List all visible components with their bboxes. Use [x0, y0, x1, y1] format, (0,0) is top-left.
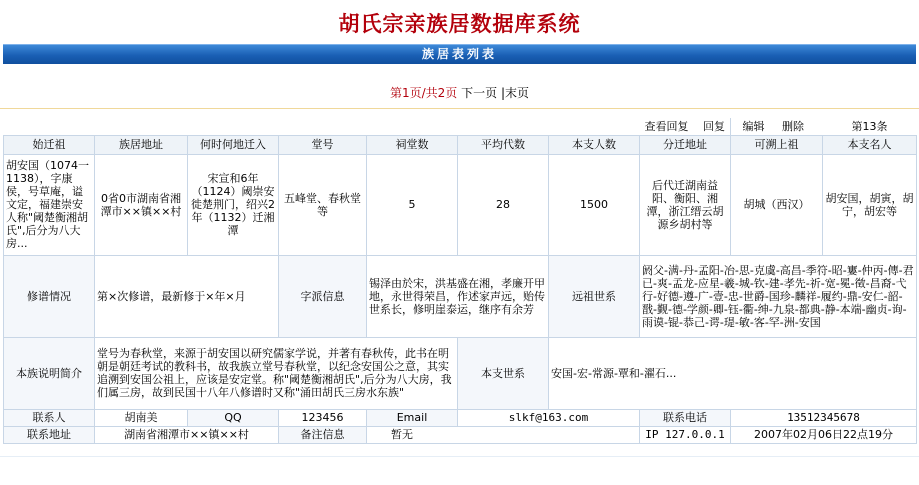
page-title: 胡氏宗亲族居数据库系统 [338, 11, 581, 36]
cell-genealogy: 第×次修谱，最新修于×年×月 [95, 255, 279, 337]
cell-shrines: 5 [367, 154, 458, 255]
label-branch: 本支世系 [458, 337, 549, 409]
header-address: 族居地址 [95, 135, 188, 154]
footer-divider [0, 456, 919, 457]
record-number: 第13条 [851, 120, 888, 133]
pagination [0, 84, 919, 101]
header-hall: 堂号 [279, 135, 367, 154]
pager-separator: | [500, 86, 506, 100]
header-population: 本支人数 [549, 135, 640, 154]
label-lineage: 远祖世系 [549, 255, 640, 337]
label-phone: 联系电话 [640, 409, 731, 426]
label-genealogy: 修谱情况 [4, 255, 95, 337]
section-header-bar: 族居表列表 [3, 44, 916, 64]
cell-migration: 后代迁湖南益阳、衡阳、湘潭，浙江缙云胡源乡胡村等 [640, 154, 731, 255]
cell-ip: IP 127.0.0.1 [640, 426, 731, 443]
pager-last-link[interactable]: 末页 [505, 86, 530, 100]
cell-history: 堂号为春秋堂，来源于胡安国以研究儒家学说，并著有春秋传，此书在明朝是朝廷考试的教科书，故我族立堂号春秋堂，以纪念安国公之意，其实追溯到安国公祖上，应该是安定堂。称"阈楚衡湘胡氏",后分为八大房，我们属三房，故到民国十八年八修谱时又称"涌田胡氏三房水东族" [95, 337, 458, 409]
header-migration: 分迁地址 [640, 135, 731, 154]
cell-branch: 安国-宏-常源-覃和-濯石... [549, 337, 917, 409]
cell-phone: 13512345678 [731, 409, 917, 426]
header-celebrities: 本支名人 [823, 135, 917, 154]
cell-address: 0省0市湖南省湘潭市××镇××村 [95, 154, 188, 255]
label-contact-address: 联系地址 [4, 426, 95, 443]
cell-hall: 五峰堂、春秋堂等 [279, 154, 367, 255]
cell-contact-address: 湖南省湘潭市××镇××村 [95, 426, 279, 443]
cell-founder: 胡安国（1074一1138），字康侯，号草庵，谥文定，福建崇安人称"阈楚衡湘胡氏",后分为八大房... [4, 154, 95, 255]
cell-celebrities: 胡安国，胡寅，胡宁，胡宏等 [823, 154, 917, 255]
label-qq: QQ [188, 409, 279, 426]
delete-link[interactable]: 删除 [782, 120, 804, 133]
pager-next-link[interactable]: 下一页 [461, 86, 498, 100]
header-founder: 始迁祖 [4, 135, 95, 154]
label-remark: 备注信息 [279, 426, 367, 443]
label-contact: 联系人 [4, 409, 95, 426]
cell-email: slkf@163.com [458, 409, 640, 426]
cell-datetime: 2007年02月06日22点19分 [731, 426, 917, 443]
header-shrines: 祠堂数 [367, 135, 458, 154]
cell-avg-generations: 28 [458, 154, 549, 255]
header-ancestor: 可溯上祖 [731, 135, 823, 154]
cell-lineage: 阏父-满-丹-孟阳-冶-思-克虞-高昌-季符-昭-寠-仲丙-傳-君已-爽-孟龙-应星-羲-城-钦-建-孝先-祈-宽-冕-徵-昌裔-弋行-好德-遵-广-壹-忠-世爵-国珍-麟祥-履约-鼎-安仁-韶-戬-觐-德-学颜-卿-钰-衢-绅-九泉-都典-静-本端-幽贞-询-雨谟-锟-恭己-谔-瑅-敏-客-罕-洲-安国 [640, 255, 917, 337]
cell-ancestor: 胡城（西汉） [731, 154, 823, 255]
label-history: 本族说明简介 [4, 337, 95, 409]
cell-when-where: 宋宣和6年（1124）阈崇安徙楚荆门，绍兴2年（1132）迁湘潭 [188, 154, 279, 255]
cell-population: 1500 [549, 154, 640, 255]
edit-link[interactable]: 编辑 [742, 120, 765, 133]
record-table: 查看回复 回复 编辑 删除 第13条 始迁祖 族居地址 何时何地迁入 堂号 祠堂数 平均代数 本支人数 分迁地址 可溯上祖 本支名人 胡安国（1074一1138），字康侯，号草庵，谥文定，福建崇安人称"阈楚衡湘胡氏",后分为八大房... 0省0市湖南省湘潭市××镇××村 宋宣和6年（1124）阈崇安徙楚荆门，绍兴2年（1132）迁湘潭 五峰堂、春秋堂等 5 28 1500 后代迁湖南益阳、衡阳、湘潭，浙江缙云胡源乡胡村等 胡城（西汉） 胡安国，胡寅，胡宁，胡宏等 修谱情况 第×次修谱，最新修于×年×月 字派信息 锡泽由於宋，洪基盛在湘，孝廉开甲地，永世得荣昌，作述家声远，贻传世系长，修明崖泰运，继序有余芳 远祖世系 阏父-满-丹-孟阳-冶-思-克虞-高昌-季符-昭-寠-仲丙-傳-君已-爽-孟龙-应星-羲-城-钦-建-孝先-祈-宽-冕-徵-昌裔-弋行-好德-遵-广-壹-忠-世爵-国珍-麟祥-履约-鼎-安仁-韶-戬-觐-德-学颜-卿-钰-衢-绅-九泉-都典-静-本端-幽贞-询-雨谟-锟-恭己-谔-瑅-敏-客-罕-洲-安国 本族说明简介 堂号为春秋堂，来源于胡安国以研究儒家学说，并著有春秋传，此书在明朝是朝廷考试的教科书，故我族立堂号春秋堂，以纪念安国公之意，其实追溯到安国公祖上，应该是安定堂。称"阈楚衡湘胡氏",后分为八大房，我们属三房，故到民国十八年八修谱时又称"涌田胡氏三房水东族" 本支世系 安国-宏-常源-覃和-濯石... 联系人 胡南美 QQ 123456 Email slkf@163.com 联系电话 13512345678 联系地址 湖南省湘潭市××镇××村 备注信息 暂无 IP 127.0.0.1 2007年02月06日22点19分 [3, 118, 917, 444]
cell-qq: 123456 [279, 409, 367, 426]
divider [0, 108, 919, 109]
cell-contact: 胡南美 [95, 409, 188, 426]
pager-current: 第1页/共2页 [389, 86, 458, 100]
header-when-where: 何时何地迁入 [188, 135, 279, 154]
label-email: Email [367, 409, 458, 426]
cell-remark: 暂无 [367, 426, 640, 443]
label-generation-poem: 字派信息 [279, 255, 367, 337]
cell-generation-poem: 锡泽由於宋，洪基盛在湘，孝廉开甲地，永世得荣昌，作述家声远，贻传世系长，修明崖泰运，继序有余芳 [367, 255, 549, 337]
header-avg-generations: 平均代数 [458, 135, 549, 154]
